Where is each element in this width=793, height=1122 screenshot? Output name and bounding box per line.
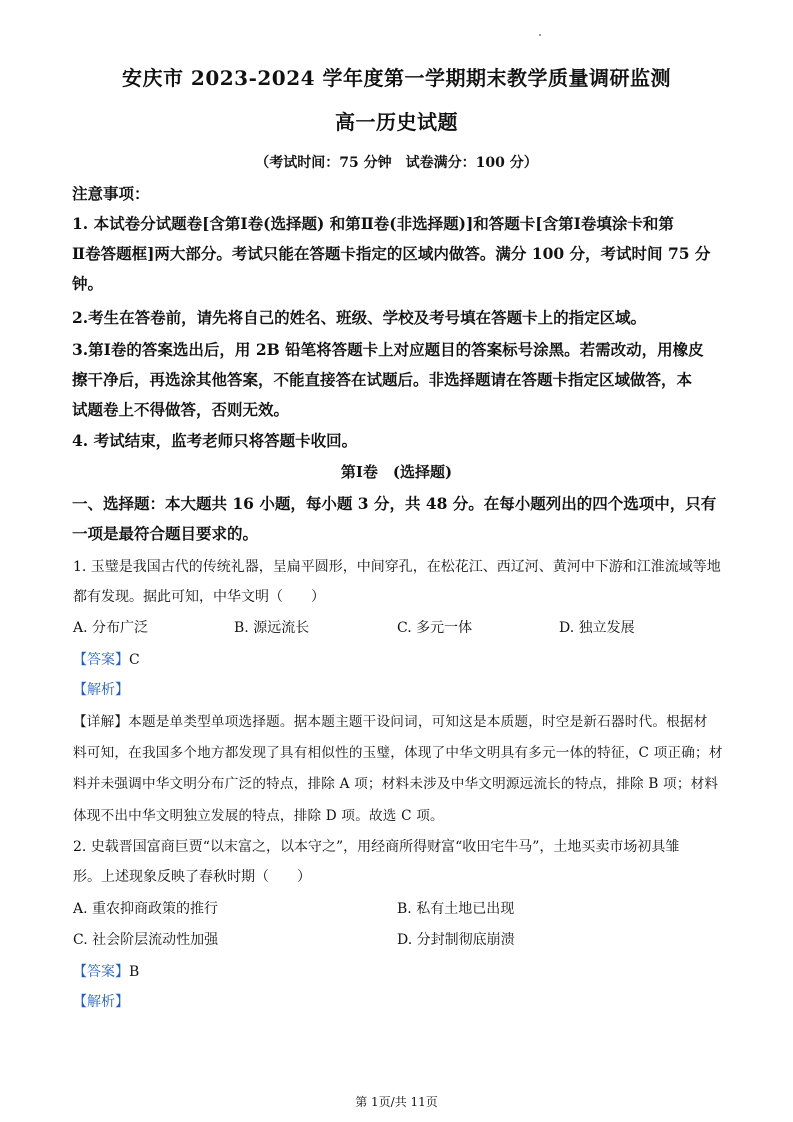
answer-value: C (129, 652, 140, 668)
notice-line: Ⅱ卷答题框]两大部分。考试只能在答题卡指定的区域内做答。满分 100 分，考试时间 75 分 (72, 244, 711, 263)
question-1-detail: 【详解】本题是单类型单项选择题。据本题主题干设问词，可知这是本质题，时空是新石器时代。根据材 (73, 714, 708, 730)
question-1-detail: 料并未强调中华文明分布广泛的特点，排除 A 项；材料未涉及中华文明源远流长的特点，排除 B 项；材料 (73, 776, 719, 792)
notice-line: 2.考生在答卷前，请先将自己的姓名、班级、学校及考号填在答题卡上的指定区域。 (72, 308, 647, 327)
question-1-option-a: A. 分布广泛 (73, 620, 149, 636)
question-2-option-d: D. 分封制彻底崩溃 (397, 932, 515, 948)
notice-line: 3.第Ⅰ卷的答案选出后，用 2B 铅笔将答题卡上对应题目的答案标号涂黑。若需改动，用橡皮 (72, 340, 704, 359)
notice-line: 擦干净后，再选涂其他答案，不能直接答在试题后。非选择题请在答题卡指定区域做答，本 (72, 370, 693, 389)
question-1-detail: 料可知，在我国多个地方都发现了具有相似性的玉璧，体现了中华文明具有多元一体的特征，C 项正确；材 (73, 745, 723, 761)
question-1-detail: 体现不出中华文明独立发展的特点，排除 D 项。故选 C 项。 (73, 808, 444, 824)
notice-line: 试题卷上不得做答，否则无效。 (72, 400, 290, 419)
question-1-analysis (73, 679, 129, 699)
exam-meta: （考试时间：75 分钟 试卷满分：100 分） (255, 155, 538, 171)
answer-tag: 【答案】 (73, 964, 129, 980)
answer-value: B (129, 964, 140, 980)
notice-line: 4. 考试结束，监考老师只将答题卡收回。 (72, 431, 358, 450)
question-1-option-c: C. 多元一体 (397, 620, 473, 636)
question-2-option-b: B. 私有土地已出现 (397, 901, 515, 917)
question-2-option-c: C. 社会阶层流动性加强 (73, 932, 219, 948)
answer-tag: 【答案】 (73, 652, 129, 668)
question-1-stem: 1. 玉璧是我国古代的传统礼器，呈扁平圆形，中间穿孔，在松花江、西辽河、黄河中下游和江淮流域等地 (73, 559, 721, 575)
section-instruction: 一项是最符合题目要求的。 (72, 524, 259, 543)
question-1-stem: 都有发现。据此可知，中华文明（ ） (73, 589, 325, 605)
document-subtitle: 高一历史试题 (335, 110, 458, 134)
question-2-answer (73, 961, 139, 981)
analysis-tag: 【解析】 (73, 994, 129, 1010)
analysis-tag: 【解析】 (73, 682, 129, 698)
section-instruction: 一、选择题：本大题共 16 小题，每小题 3 分，共 48 分。在每小题列出的四个选项中，只有 (72, 494, 717, 513)
notice-heading: 注意事项： (72, 184, 150, 203)
document-title: 安庆市 2023-2024 学年度第一学期期末教学质量调研监测 (121, 66, 672, 90)
notice-line: 钟。 (72, 274, 104, 293)
question-1-answer (73, 649, 140, 669)
page-number: 第 1页/共 11页 (355, 1095, 438, 1109)
question-1-option-b: B. 源远流长 (234, 620, 310, 636)
question-2-stem: 形。上述现象反映了春秋时期（ ） (73, 869, 311, 885)
notice-line: 1. 本试卷分试题卷[含第Ⅰ卷(选择题) 和第Ⅱ卷(非选择题)]和答题卡[含第Ⅰ卷填涂卡和第 (72, 214, 674, 233)
question-2-analysis (73, 991, 129, 1011)
question-2-option-a: A. 重农抑商政策的推行 (73, 901, 219, 917)
question-1-option-d: D. 独立发展 (559, 620, 635, 636)
speck (539, 34, 541, 36)
question-2-stem: 2. 史载晋国富商巨贾“以末富之，以本守之”，用经商所得财富“收田宅牛马”，土地买卖市场初具雏 (73, 839, 680, 855)
section-title: 第Ⅰ卷 (选择题) (340, 463, 453, 481)
